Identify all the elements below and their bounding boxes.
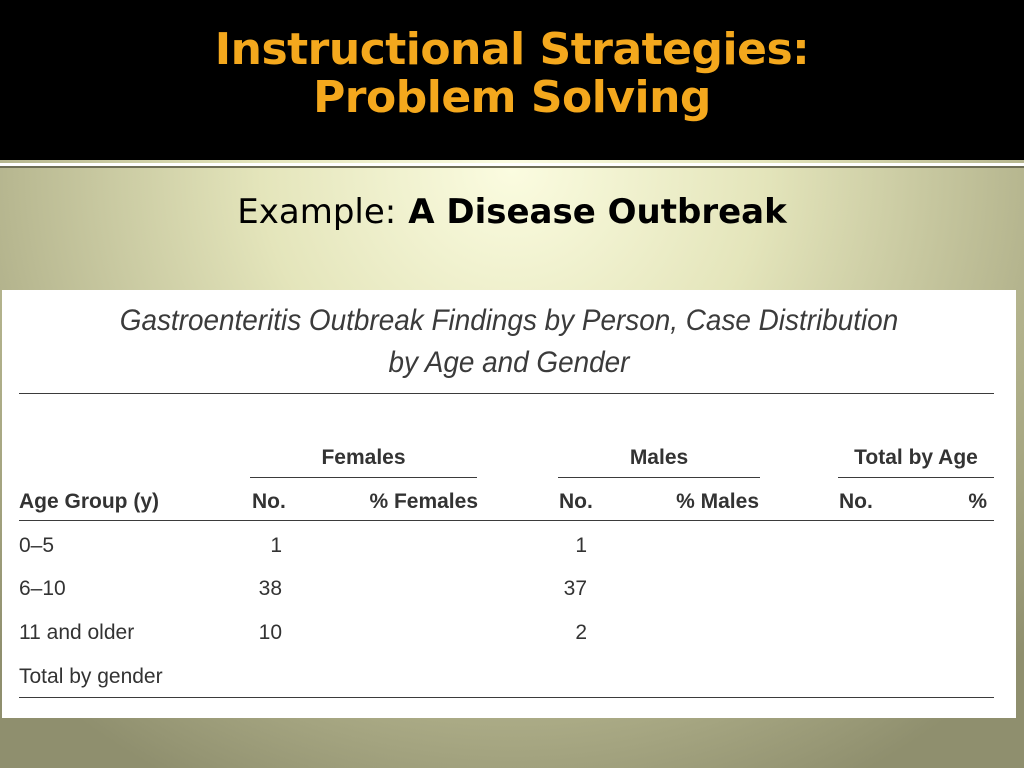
table-bottom-rule — [19, 697, 994, 698]
title-divider-shadow — [0, 166, 1024, 168]
slide-title — [0, 26, 1024, 122]
outbreak-table-panel — [2, 290, 1016, 718]
slide-title-line-2: Problem Solving — [313, 72, 711, 123]
table-top-rule — [19, 393, 994, 394]
subtitle-prefix: Example: — [237, 192, 397, 232]
column-header-total-no: No. — [839, 490, 873, 513]
header-bottom-rule — [19, 520, 994, 521]
group-header-total-by-age: Total by Age — [854, 446, 978, 469]
table-title — [37, 300, 980, 384]
row-2-age-group: 6–10 — [19, 577, 66, 600]
column-header-female-no: No. — [252, 490, 286, 513]
row-1-age-group: 0–5 — [19, 534, 55, 557]
females-group-rule — [250, 477, 477, 478]
row-1-male-no: 1 — [575, 534, 587, 557]
slide-subtitle — [0, 192, 1024, 232]
column-header-total-pct: % — [968, 490, 987, 513]
column-header-male-pct: % Males — [676, 490, 759, 513]
column-header-female-pct: % Females — [369, 490, 478, 513]
males-group-rule — [558, 477, 760, 478]
row-4-age-group: Total by gender — [19, 665, 163, 688]
column-header-male-no: No. — [559, 490, 593, 513]
table-title-line-2: by Age and Gender — [388, 346, 630, 379]
group-header-males: Males — [629, 446, 689, 469]
total-group-rule — [838, 477, 994, 478]
subtitle-emphasis: A Disease Outbreak — [408, 192, 787, 232]
row-3-age-group: 11 and older — [19, 621, 135, 644]
column-header-age-group: Age Group (y) — [19, 490, 159, 513]
group-header-females: Females — [321, 446, 406, 469]
row-3-male-no: 2 — [575, 621, 587, 644]
row-1-female-no: 1 — [270, 534, 282, 557]
row-2-male-no: 37 — [563, 577, 587, 600]
row-3-female-no: 10 — [258, 621, 282, 644]
table-title-line-1: Gastroenteritis Outbreak Findings by Person, Case Distribution — [119, 304, 899, 337]
row-2-female-no: 38 — [258, 577, 282, 600]
slide-title-line-1: Instructional Strategies: — [214, 24, 810, 75]
